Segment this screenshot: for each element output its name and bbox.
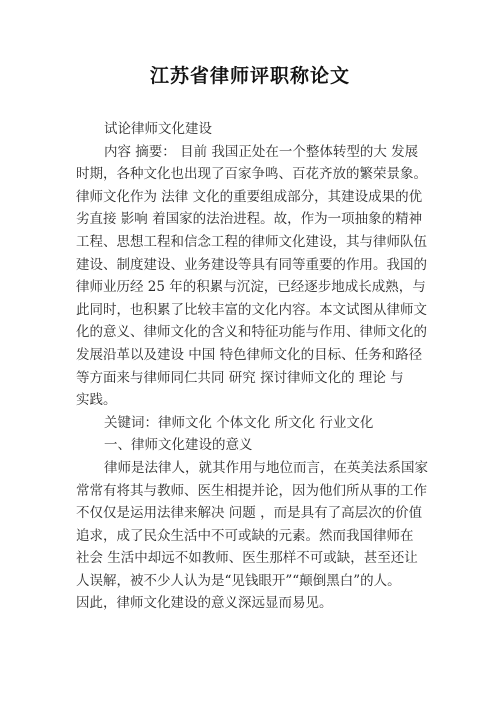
paragraph-line: 因此，律师文化建设的意义深远显而易见。 (76, 595, 333, 612)
paragraph-line: 律师是法律人，就其作用与地位而言，在英美法系国家 (104, 459, 428, 476)
paragraph-line: 关键词：律师文化 个体文化 所文化 行业文化 (104, 414, 374, 431)
paragraph-line: 律师文化作为 法律 文化的重要组成部分，其建设成果的优 (76, 188, 423, 205)
paragraph-line: 时期，各种文化也出现了百家争鸣、百花齐放的繁荣景象。 (76, 166, 427, 183)
paragraph-line: 内容 摘要： 目前 我国正处在一个整体转型的大 发展 (104, 143, 419, 160)
paragraph-line: 实践。 (76, 392, 117, 409)
paragraph-line: 发展沿革以及建设 中国 特色律师文化的目标、任务和路径 (76, 346, 423, 363)
paragraph-line: 等方面来与律师同仁共同 研究 探讨律师文化的 理论 与 (76, 369, 404, 386)
paragraph-line: 常常有将其与教师、医生相提并论，因为他们所从事的工作 (76, 482, 427, 499)
paragraph-line: 化的意义、律师文化的含义和特征功能与作用、律师文化的 (76, 324, 427, 341)
paragraph-line: 追求，成了民众生活中不可或缺的元素。然而我国律师在 (76, 527, 414, 544)
paragraph-line: 工程、思想工程和信念工程的律师文化建设，其与律师队伍 (76, 233, 427, 250)
paragraph-line: 建设、制度建设、业务建设等具有同等重要的作用。我国的 (76, 256, 427, 273)
document-body (76, 118, 428, 615)
paragraph-line: 试论律师文化建设 (104, 121, 212, 137)
paragraph-line: 劣直接 影响 着国家的法治进程。故，作为一项抽象的精神 (76, 211, 423, 228)
paragraph-line: 律师业历经 25 年的积累与沉淀，已经逐步地成长成熟，与 (76, 279, 426, 296)
paragraph-line: 此同时，也积累了比较丰富的文化内容。本文试图从律师文 (76, 301, 427, 318)
document-title: 江苏省律师评职称论文 (149, 65, 350, 87)
paragraph-line: 不仅仅是运用法律来解决 问题 ，而是具有了高层次的价值 (76, 505, 423, 522)
paragraph-line: 一、律师文化建设的意义 (104, 437, 253, 454)
paragraph-line: 人误解，被不少人认为是“见钱眼开”“颠倒黑白”的人。 (76, 572, 401, 589)
paragraph-line: 社会 生活中却远不如教师、医生那样不可或缺，甚至还让 (76, 550, 418, 567)
